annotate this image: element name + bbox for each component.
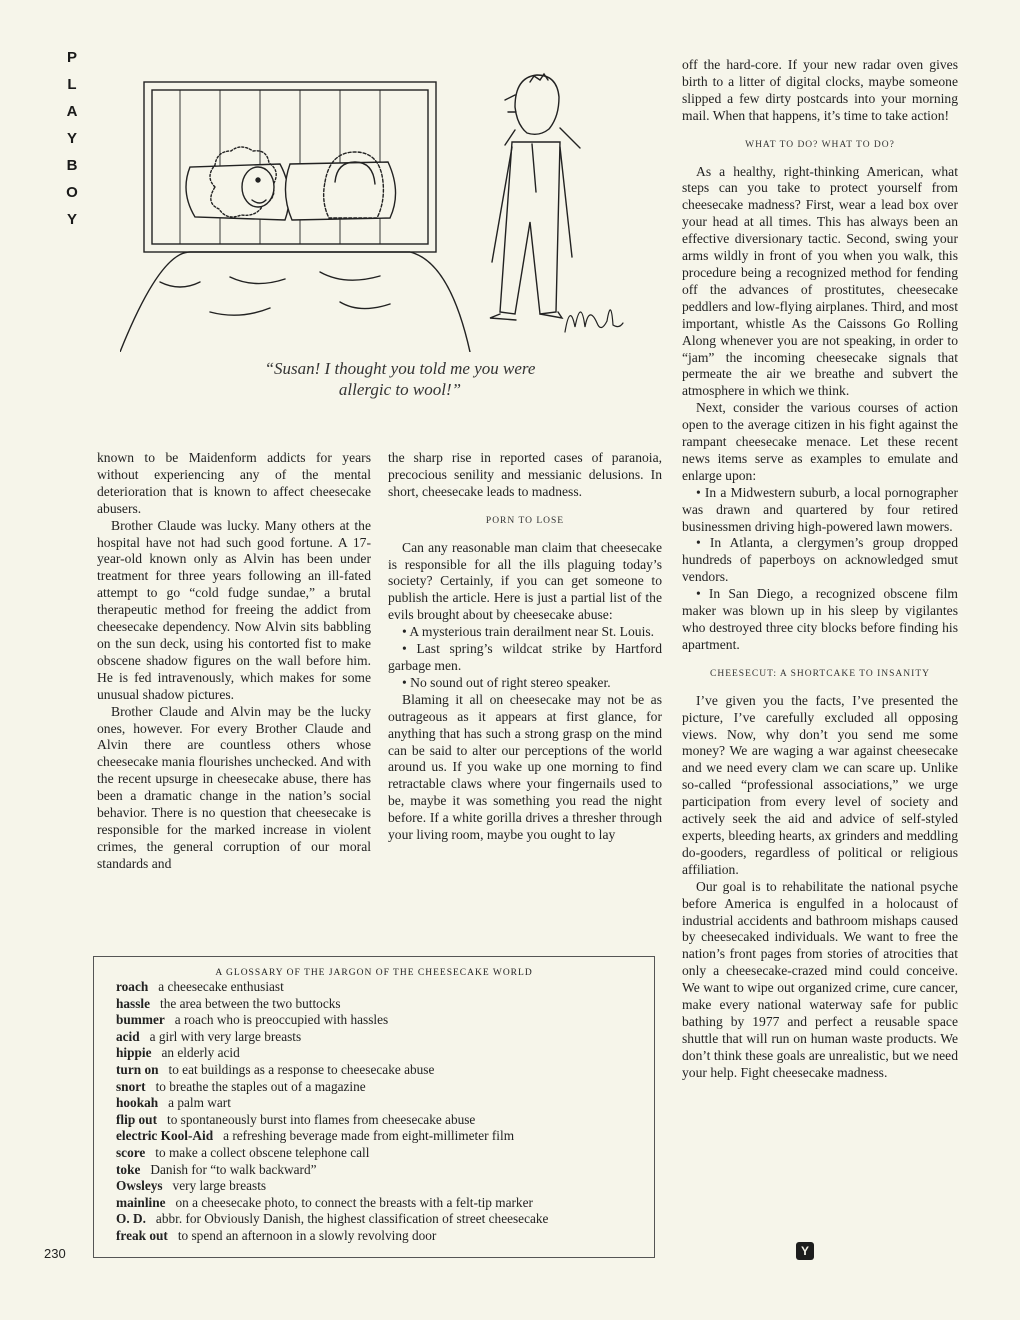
article-column-2 (388, 450, 662, 844)
caption-line-1: “Susan! I thought you told me you were (264, 359, 536, 378)
glossary-definition: to breathe the staples out of a magazine (155, 1078, 366, 1094)
col3-paragraph: off the hard-core. If your new radar oven gives birth to a litter of digital clocks, maybe someone slipped a few dirty postcards into your morning mail. When that happens, it’s time to take action! (682, 57, 958, 123)
glossary-entry (116, 1195, 654, 1212)
glossary-term: mainline (116, 1194, 166, 1210)
col3-paragraph: I’ve given you the facts, I’ve presented the picture, I’ve carefully excluded all opposing views. Now, why don’t you send me some money? We are waging a war against cheesecake and we need every clam we can scare up. Unlike so-called “professional associations,” we urge participation from every level of society and actively seek the aid and advice of self-styled experts, bleeding hearts, ax grinders and meddling do-gooders, regardless of political or religious affiliation. (682, 692, 958, 877)
running-head-letter: A (66, 103, 78, 120)
bullet-item: • A mysterious train derailment near St. Louis. (402, 624, 655, 640)
glossary-term: electric Kool-Aid (116, 1128, 214, 1144)
glossary-entry (116, 1045, 654, 1062)
running-head-letter: O (66, 184, 78, 201)
glossary-term: freak out (116, 1227, 168, 1243)
glossary-term: score (116, 1144, 146, 1160)
glossary-definition: the area between the two buttocks (160, 995, 341, 1011)
glossary-entry (116, 1128, 654, 1145)
glossary-definition: to spend an afternoon in a slowly revolving door (177, 1227, 437, 1243)
glossary-term: O. D. (116, 1211, 146, 1227)
article-column-1 (97, 450, 371, 873)
glossary-definition: to make a collect obscene telephone call (155, 1144, 370, 1160)
subhead-porn-to-lose: PORN TO LOSE (485, 515, 565, 526)
subhead-what-to-do: WHAT TO DO? WHAT TO DO? (745, 139, 895, 150)
glossary-term: toke (116, 1161, 141, 1177)
col2-paragraph: the sharp rise in reported cases of paranoia, precocious senility and messianic delusions. In short, cheesecake leads to madness. (388, 450, 662, 499)
col2-paragraph: Blaming it all on cheesecake may not be as outrageous as it appears at first glance, for anything that has such a strong grasp on the mind can be said to alter our perceptions of the world around us. If you wake up one morning to find retractable claws where your fingernails used to be, maybe it was something you read the night before. If a white gorilla drives a thresher through your living room, maybe you ought to lay (388, 691, 662, 843)
glossary-term: Owsleys (116, 1178, 163, 1194)
glossary-definition: abbr. for Obviously Danish, the highest classification of street cheesecake (155, 1211, 549, 1227)
cartoon-illustration (120, 52, 650, 352)
bullet-item: • In Atlanta, a clergymen’s group dropped hundreds of paperboys on acknowledged smut vendors. (682, 535, 958, 585)
glossary-definition: to spontaneously burst into flames from cheesecake abuse (167, 1111, 476, 1127)
running-head-letter: Y (66, 130, 77, 147)
bullet-item: • In San Diego, a recognized obscene film maker was blown up in his sleep by vigilantes who destroyed three city blocks before finding his apartment. (682, 586, 958, 652)
bullet-item: • Last spring’s wildcat strike by Hartford garbage men. (388, 641, 662, 673)
glossary-term: hippie (116, 1045, 152, 1061)
glossary-entry (116, 1112, 654, 1129)
col3-paragraph: Our goal is to rehabilitate the national psyche before America is engulfed in a holocaust of industrial accidents and bathroom mishaps caused by cheesecaked individuals. We want to free the nation’s front pages from stories of atrocities that only a cheesecake-crazed mind could conceive. We want to wipe out organized crime, cure cancer, make every national waterway safe for public bathing by 1977 and perfect a reusable space shuttle that will run on human waste products. We don’t think these goals are unrealistic, but we need your help. Fight cheesecake madness. (682, 878, 958, 1080)
col1-paragraph: Brother Claude and Alvin may be the lucky ones, however. For every Brother Claude and Alvin there are countless others whose cheesecake mania flourishes unchecked. And with the recent upsurge in cheesecake abuse, there has been a dramatic change in the nation’s social behavior. There is no question that cheesecake is responsible for the marked increase in violent crimes, the general corruption of our moral standards and (97, 703, 371, 871)
glossary-definition: to eat buildings as a response to cheesecake abuse (168, 1061, 435, 1077)
bullet-item: • No sound out of right stereo speaker. (402, 674, 611, 690)
glossary-term: turn on (116, 1061, 159, 1077)
glossary-definition: on a cheesecake photo, to connect the breasts with a felt-tip marker (175, 1194, 533, 1210)
col3-paragraph: As a healthy, right-thinking American, what steps can you take to protect yourself from cheesecake madness? First, wear a lead box over your head at all times. This has always been an effective diversionary tactic. Second, swing your arms wildly in front of you when you walk, this procedure being a recognized method for fending off the advances of prostitutes, cheesecake peddlers and low-flying airplanes. Third, and most important, whistle As the Caissons Go Rolling Along whenever you are not speaking, in order to “jam” the incoming cheesecake signals that permeate the air we breathe and subvert the atmosphere in which we think. (682, 163, 958, 399)
glossary-box (93, 956, 655, 1258)
glossary-entry (116, 1012, 654, 1029)
end-mark-icon: Y (796, 1242, 814, 1260)
cartoon-signature: Mal (600, 344, 602, 345)
page-number: 230 (44, 1246, 66, 1261)
glossary-term: acid (116, 1028, 140, 1044)
glossary-term: hassle (116, 995, 150, 1011)
glossary-entry (116, 1095, 654, 1112)
col1-paragraph: known to be Maidenform addicts for years without experiencing any of the mental deterioration that is known to affect cheesecake abusers. (97, 450, 371, 516)
caption-line-2: allergic to wool!” (338, 380, 462, 399)
glossary-entry (116, 996, 654, 1013)
glossary-entry (116, 1145, 654, 1162)
article-column-3 (682, 57, 958, 1082)
running-head-letter: P (66, 49, 77, 66)
col2-paragraph: Can any reasonable man claim that cheesecake is responsible for all the ills plaguing today’s society? Certainly, if you can get someone to publish the article. Here is just a partial list of the evils brought about by cheesecake abuse: (388, 539, 662, 623)
glossary-entry (116, 979, 654, 996)
glossary-definition: a refreshing beverage made from eight-millimeter film (223, 1128, 515, 1144)
glossary-definition: a cheesecake enthusiast (158, 979, 284, 994)
glossary-definition: a palm wart (168, 1095, 231, 1111)
glossary-entry (116, 1079, 654, 1096)
subhead-cheesecut: CHEESECUT: A SHORTCAKE TO INSANITY (710, 668, 930, 679)
glossary-entry (116, 1211, 654, 1228)
glossary-entry (116, 1029, 654, 1046)
glossary-title: A GLOSSARY OF THE JARGON OF THE CHEESECAKE WORLD (215, 968, 533, 978)
glossary-definition: a roach who is preoccupied with hassles (174, 1012, 389, 1028)
glossary-entry (116, 1178, 654, 1195)
running-head-letter: B (66, 157, 78, 174)
glossary-definition: a girl with very large breasts (149, 1028, 302, 1044)
glossary-definition: an elderly acid (161, 1045, 240, 1061)
glossary-list (94, 979, 654, 1245)
glossary-term: roach (116, 979, 149, 994)
bullet-item: • In a Midwestern suburb, a local pornographer was drawn and quartered by four retired businessmen driving high-powered lawn mowers. (682, 484, 958, 534)
col3-paragraph: Next, consider the various courses of action open to the average citizen in his fight against the rampant cheesecake menace. Let these recent news items serve as examples to emulate and enlarge upon: (682, 400, 958, 483)
glossary-term: snort (116, 1078, 146, 1094)
running-head-letter: L (67, 76, 77, 93)
glossary-definition: Danish for “to walk backward” (150, 1161, 317, 1177)
running-head-letter: Y (66, 211, 77, 228)
glossary-term: hookah (116, 1095, 159, 1111)
glossary-entry (116, 1062, 654, 1079)
col1-paragraph: Brother Claude was lucky. Many others at the hospital have not had such good fortune. A 17-year-old known only as Alvin has been under treatment for three years following an ill-fated attempt to go “cold fudge sundae,” a brutal therapeutic method for freeing the addict from cheesecake dependency. Now Alvin sits babbling on the sun deck, using his contorted fist to make obscene shadow figures on the wall before him. He is fed intravenously, which makes for some unusual shadow pictures. (97, 517, 371, 702)
cartoon-caption (170, 358, 630, 400)
glossary-term: bummer (116, 1012, 165, 1028)
running-head (62, 44, 82, 233)
glossary-definition: very large breasts (172, 1178, 267, 1194)
glossary-entry (116, 1228, 654, 1245)
glossary-entry (116, 1162, 654, 1179)
glossary-term: flip out (116, 1111, 158, 1127)
